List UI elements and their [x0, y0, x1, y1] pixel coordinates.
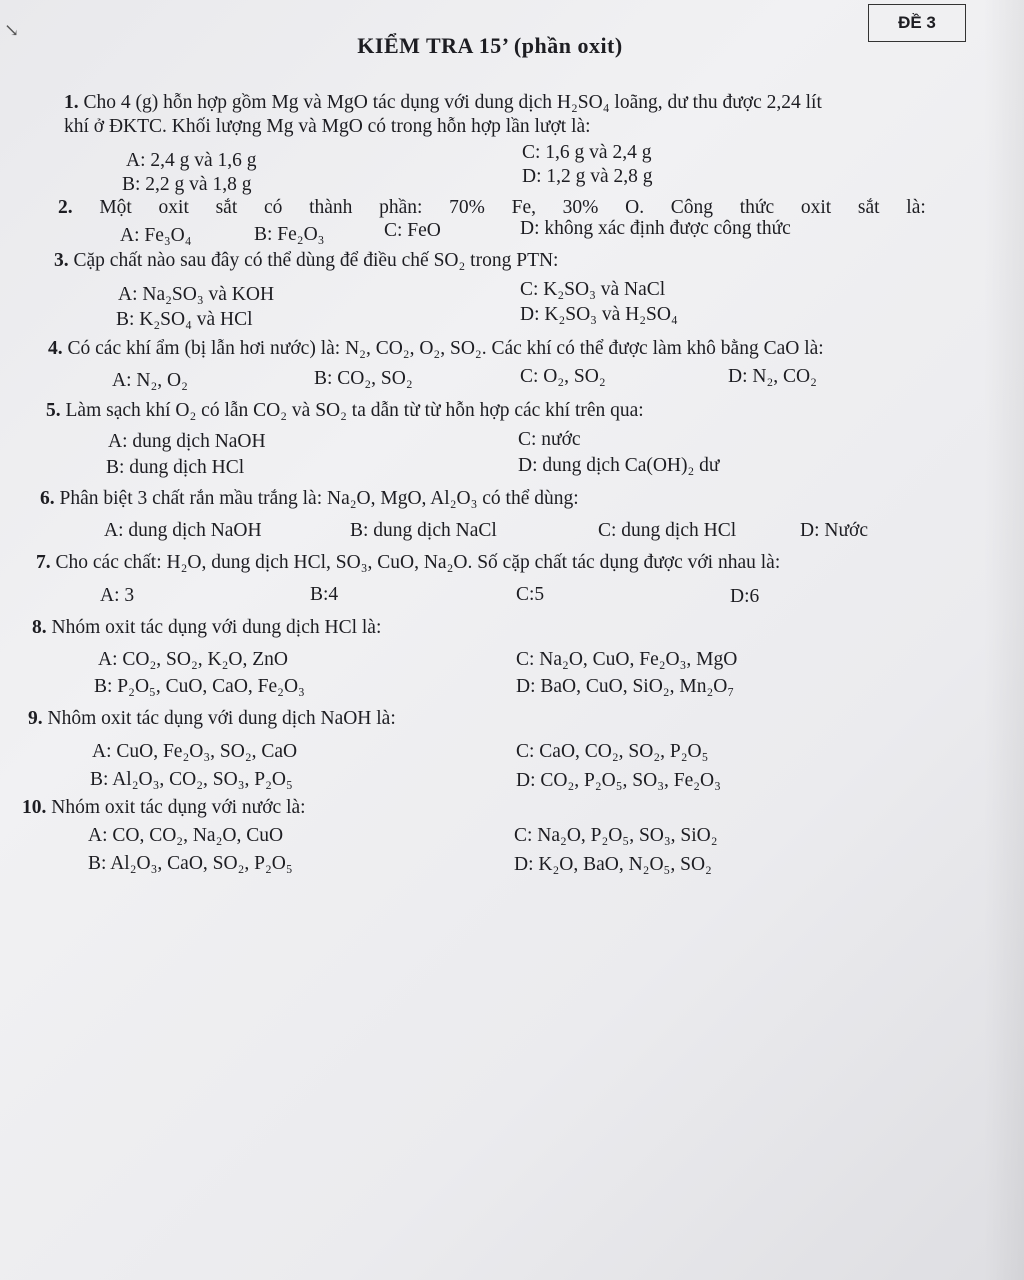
question-6-option-a[interactable]: A: dung dịch NaOH: [104, 520, 262, 541]
question-9-option-d[interactable]: D: CO₂, P₂O₅, SO₃, Fe₂O₃: [516, 770, 721, 791]
question-4-stem: 4. Có các khí ẩm (bị lẫn hơi nước) là: N₂, CO₂, O₂, SO₂. Các khí có thể được làm khô bằng CaO là:: [48, 338, 824, 359]
question-2-word: là:: [906, 197, 926, 218]
question-9-option-a[interactable]: A: CuO, Fe₂O₃, SO₂, CaO: [92, 741, 298, 762]
question-3-option-c[interactable]: C: K₂SO₃ và NaCl: [520, 279, 666, 300]
question-2-option-c[interactable]: C: FeO: [384, 220, 441, 241]
question-number: 9.: [28, 708, 43, 729]
question-2-word: 2.: [58, 197, 73, 218]
question-2-word: oxit: [800, 197, 832, 218]
question-2-word: thành: [309, 197, 353, 218]
question-10-option-d[interactable]: D: K₂O, BaO, N₂O₅, SO₂: [514, 854, 712, 875]
question-10-option-b[interactable]: B: Al₂O₃, CaO, SO₂, P₂O₅: [88, 853, 293, 874]
exam-code-box: ĐỀ 3: [868, 4, 966, 42]
question-2-word: phần:: [379, 197, 423, 218]
question-9-stem: 9. Nhôm oxit tác dụng với dung dịch NaOH là:: [28, 708, 396, 729]
question-10-stem: 10. Nhóm oxit tác dụng với nước là:: [22, 797, 306, 818]
question-number: 1.: [64, 92, 79, 113]
question-9-option-b[interactable]: B: Al₂O₃, CO₂, SO₃, P₂O₅: [90, 769, 293, 790]
question-number: 10.: [22, 797, 47, 818]
question-5-option-d[interactable]: D: dung dịch Ca(OH)₂ dư: [518, 455, 720, 476]
question-1-option-a[interactable]: A: 2,4 g và 1,6 g: [126, 150, 257, 171]
question-number: 8.: [32, 617, 47, 638]
pen-mark: ↘: [4, 20, 20, 40]
question-number: 3.: [54, 250, 69, 271]
question-3-option-b[interactable]: B: K₂SO₄ và HCl: [116, 309, 253, 330]
page-shadow: [984, 0, 1024, 1280]
question-1-option-b[interactable]: B: 2,2 g và 1,8 g: [122, 174, 252, 195]
question-3-stem: 3. Cặp chất nào sau đây có thể dùng để điều chế SO₂ trong PTN:: [54, 250, 559, 271]
question-5-stem: 5. Làm sạch khí O₂ có lẫn CO₂ và SO₂ ta dẫn từ từ hỗn hợp các khí trên qua:: [46, 400, 644, 421]
question-2-word: có: [263, 197, 283, 218]
question-2-word: sắt: [857, 197, 880, 218]
question-7-option-a[interactable]: A: 3: [100, 585, 135, 606]
question-2-word: Một: [99, 197, 132, 218]
question-6-option-c[interactable]: C: dung dịch HCl: [598, 520, 737, 541]
question-2-word: sắt: [215, 197, 238, 218]
question-3-option-d[interactable]: D: K₂SO₃ và H₂SO₄: [520, 304, 678, 325]
question-2-option-a[interactable]: A: Fe₃O₄: [120, 225, 192, 246]
question-6-stem: 6. Phân biệt 3 chất rắn mầu trắng là: Na₂O, MgO, Al₂O₃ có thể dùng:: [40, 488, 579, 509]
question-2-word: 70%: [449, 197, 485, 218]
question-4-option-c[interactable]: C: O₂, SO₂: [520, 366, 606, 387]
question-5-option-a[interactable]: A: dung dịch NaOH: [108, 431, 266, 452]
question-3-option-a[interactable]: A: Na₂SO₃ và KOH: [118, 284, 275, 305]
question-5-option-b[interactable]: B: dung dịch HCl: [106, 457, 245, 478]
question-7-option-d[interactable]: D:6: [730, 586, 760, 607]
question-2-option-d[interactable]: D: không xác định được công thức: [520, 218, 791, 239]
question-5-option-c[interactable]: C: nước: [518, 429, 581, 450]
question-2-stem: [58, 197, 926, 219]
question-8-option-c[interactable]: C: Na₂O, CuO, Fe₂O₃, MgO: [516, 649, 738, 670]
question-2-word: oxit: [158, 197, 189, 218]
question-8-option-d[interactable]: D: BaO, CuO, SiO₂, Mn₂O₇: [516, 676, 735, 697]
question-7-stem: 7. Cho các chất: H₂O, dung dịch HCl, SO₃, CuO, Na₂O. Số cặp chất tác dụng được với nhau là:: [36, 552, 781, 573]
question-10-option-c[interactable]: C: Na₂O, P₂O₅, SO₃, SiO₂: [514, 825, 718, 846]
question-7-option-b[interactable]: B:4: [310, 584, 339, 605]
question-number: 7.: [36, 552, 51, 573]
question-8-option-a[interactable]: A: CO₂, SO₂, K₂O, ZnO: [98, 649, 288, 670]
question-number: 5.: [46, 400, 61, 421]
question-4-option-b[interactable]: B: CO₂, SO₂: [314, 368, 413, 389]
question-2-word: 30%: [562, 197, 599, 218]
question-6-option-d[interactable]: D: Nước: [800, 520, 868, 541]
question-1-option-c[interactable]: C: 1,6 g và 2,4 g: [522, 142, 652, 163]
question-1-line-2: khí ở ĐKTC. Khối lượng Mg và MgO có trong hỗn hợp lần lượt là:: [64, 116, 591, 137]
question-8-option-b[interactable]: B: P₂O₅, CuO, CaO, Fe₂O₃: [94, 676, 305, 697]
question-10-option-a[interactable]: A: CO, CO₂, Na₂O, CuO: [88, 825, 284, 846]
question-number: 4.: [48, 338, 63, 359]
question-9-option-c[interactable]: C: CaO, CO₂, SO₂, P₂O₅: [516, 741, 709, 762]
question-2-word: Fe,: [511, 197, 536, 218]
question-1-option-d[interactable]: D: 1,2 g và 2,8 g: [522, 166, 653, 187]
question-2-word: thức: [739, 197, 775, 218]
question-4-option-a[interactable]: A: N₂, O₂: [112, 370, 188, 391]
question-2-word: Công: [670, 197, 714, 218]
question-2-word: O.: [625, 197, 645, 218]
question-1-line-1: 1. Cho 4 (g) hỗn hợp gồm Mg và MgO tác dụng với dung dịch H₂SO₄ loãng, dư thu được 2,24 lít: [64, 92, 822, 113]
question-number: 6.: [40, 488, 55, 509]
question-7-option-c[interactable]: C:5: [516, 584, 545, 605]
question-6-option-b[interactable]: B: dung dịch NaCl: [350, 520, 497, 541]
page-title: KIỂM TRA 15’ (phần oxit): [357, 33, 623, 58]
question-4-option-d[interactable]: D: N₂, CO₂: [728, 366, 817, 387]
question-8-stem: 8. Nhóm oxit tác dụng với dung dịch HCl là:: [32, 617, 382, 638]
question-2-option-b[interactable]: B: Fe₂O₃: [254, 224, 325, 245]
